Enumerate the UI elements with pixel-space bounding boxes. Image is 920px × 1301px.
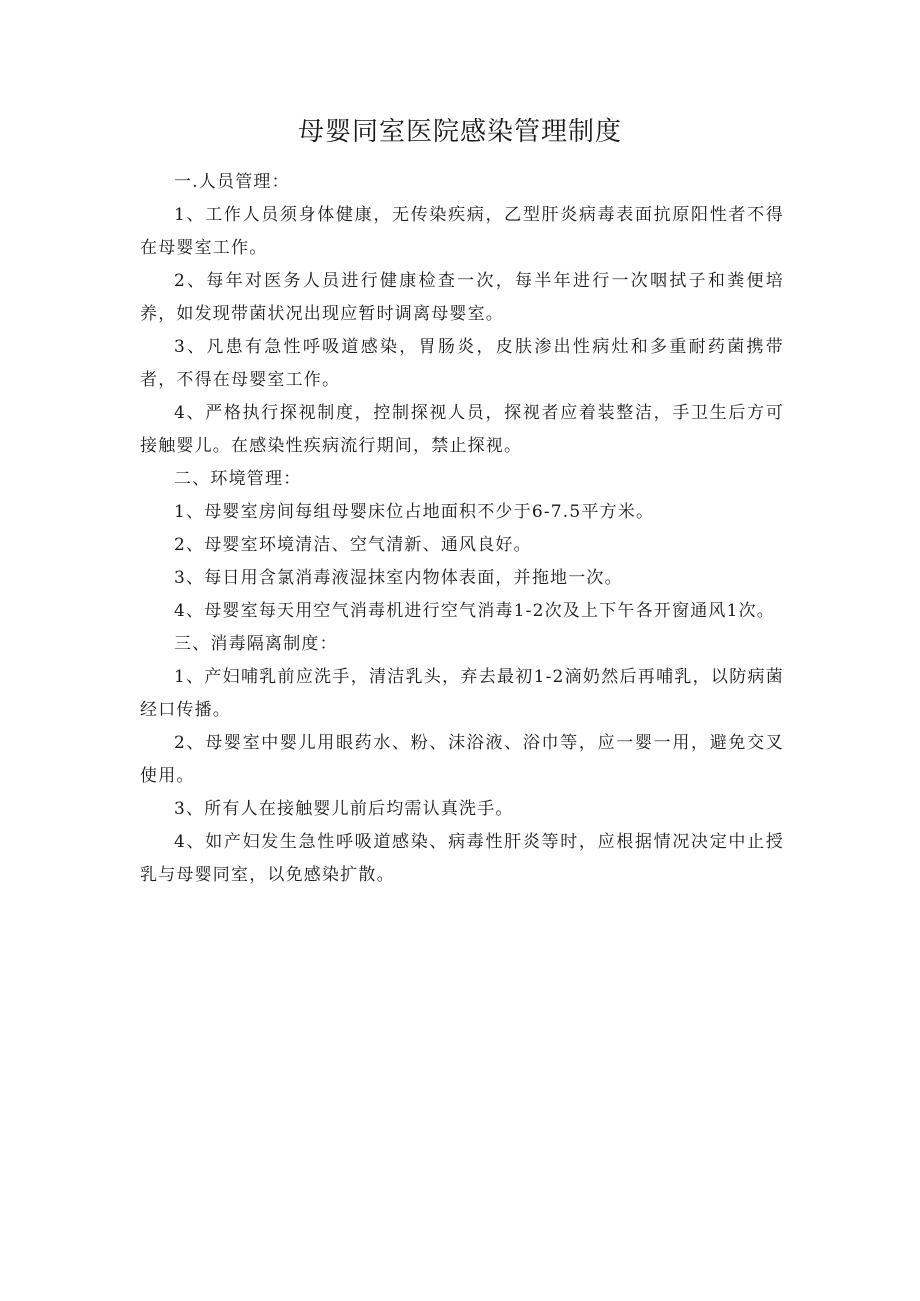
paragraph: 1、产妇哺乳前应洗手，清洁乳头，弃去最初1-2滴奶然后再哺乳，以防病菌经口传播。 xyxy=(140,667,784,720)
section-heading: 三、消毒隔离制度： xyxy=(174,634,338,654)
paragraph: 2、母婴室环境清洁、空气清新、通风良好。 xyxy=(174,535,532,555)
paragraph: 4、严格执行探视制度，控制探视人员，探视者应着装整洁，手卫生后方可接触婴儿。在感染性疾病流行期间，禁止探视。 xyxy=(140,403,784,456)
section-disinfection xyxy=(140,628,784,892)
paragraph: 2、母婴室中婴儿用眼药水、粉、沫浴液、浴巾等，应一婴一用，避免交叉使用。 xyxy=(140,733,784,786)
paragraph: 1、母婴室房间每组母婴床位占地面积不少于6-7.5平方米。 xyxy=(174,502,655,522)
section-environment xyxy=(140,463,784,628)
paragraph: 3、每日用含氯消毒液湿抹室内物体表面，并拖地一次。 xyxy=(174,568,623,588)
paragraph: 4、母婴室每天用空气消毒机进行空气消毒1-2次及上下午各开窗通风1次。 xyxy=(174,601,776,621)
paragraph: 4、如产妇发生急性呼吸道感染、病毒性肝炎等时，应根据情况决定中止授乳与母婴同室，以免感染扩散。 xyxy=(140,832,784,885)
paragraph: 3、凡患有急性呼吸道感染，胃肠炎，皮肤渗出性病灶和多重耐药菌携带者，不得在母婴室工作。 xyxy=(140,337,784,390)
section-heading: 二、环境管理： xyxy=(174,469,302,489)
document-title: 母婴同室医院感染管理制度 xyxy=(297,117,622,147)
document-body xyxy=(140,166,784,892)
paragraph: 1、工作人员须身体健康，无传染疾病，乙型肝炎病毒表面抗原阳性者不得在母婴室工作。 xyxy=(140,205,784,258)
section-personnel xyxy=(140,166,784,463)
section-heading: 一.人员管理： xyxy=(174,172,290,192)
paragraph: 3、所有人在接触婴儿前后均需认真洗手。 xyxy=(174,799,514,819)
paragraph: 2、每年对医务人员进行健康检查一次，每半年进行一次咽拭子和粪便培养，如发现带菌状况出现应暂时调离母婴室。 xyxy=(140,271,784,324)
